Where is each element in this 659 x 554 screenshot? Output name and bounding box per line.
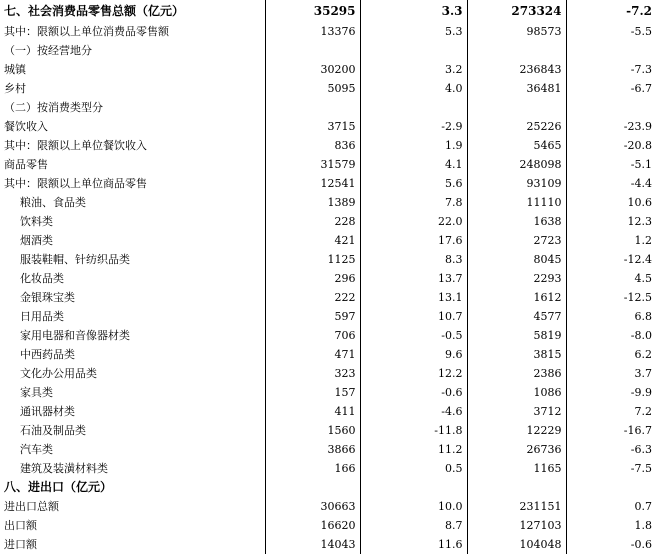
row-label: 文化办公用品类 [0,364,265,383]
cell-current-month-value: 31579 [265,155,360,174]
cell-current-month-growth: 4.1 [360,155,467,174]
row-label: 汽车类 [0,440,265,459]
cell-current-month-value: 3715 [265,117,360,136]
row-label: 家用电器和音像器材类 [0,326,265,345]
cell-current-month-growth: -11.8 [360,421,467,440]
cell-cumulative-growth: 6.8 [634,310,652,323]
cell-current-month-value: 13376 [265,22,360,41]
row-label: 饮料类 [0,212,265,231]
cell-cumulative-value: 4577 [467,307,566,326]
cell-current-month-growth [360,98,467,117]
table-row [0,117,656,136]
cell-cumulative-growth: 0.7 [634,500,652,513]
row-label: 家具类 [0,383,265,402]
cell-cumulative-growth: -6.3 [630,443,652,456]
cell-current-month-growth: 10.0 [360,497,467,516]
cell-current-month-growth: -2.9 [360,117,467,136]
row-label: 中西药品类 [0,345,265,364]
cell-current-month-value: 471 [265,345,360,364]
cell-current-month-value: 3866 [265,440,360,459]
cell-cumulative-growth [566,41,656,60]
cell-cumulative-growth: -9.9 [630,386,652,399]
cell-current-month-growth: 0.5 [360,459,467,478]
cell-current-month-growth: 3.3 [360,0,467,22]
table-row [0,212,656,231]
cell-cumulative-value: 26736 [467,440,566,459]
cell-cumulative-growth: -20.8 [623,139,652,152]
row-label: 通讯器材类 [0,402,265,421]
table-row [0,136,656,155]
table-row [0,288,656,307]
cell-current-month-value: 16620 [265,516,360,535]
table-row [0,0,656,22]
table-row [0,421,656,440]
row-label: 建筑及装潢材料类 [0,459,265,478]
table-row [0,307,656,326]
cell-current-month-growth: 3.2 [360,60,467,79]
cell-current-month-growth: -0.5 [360,326,467,345]
row-label: 城镇 [0,60,265,79]
cell-current-month-growth: 1.9 [360,136,467,155]
row-label: 八、进出口（亿元） [0,478,265,497]
cell-current-month-value: 12541 [265,174,360,193]
cell-cumulative-growth: 3.7 [634,367,652,380]
cell-current-month-growth: -4.6 [360,402,467,421]
cell-cumulative-value [467,478,566,497]
cell-cumulative-value: 36481 [467,79,566,98]
cell-cumulative-growth: -0.6 [630,538,652,551]
cell-cumulative-growth: 4.5 [634,272,652,285]
table-row [0,440,656,459]
cell-current-month-value: 157 [265,383,360,402]
cell-cumulative-value: 1086 [467,383,566,402]
cell-current-month-value [265,98,360,117]
table-row [0,459,656,478]
cell-current-month-value: 1389 [265,193,360,212]
table-row [0,497,656,516]
table-row [0,155,656,174]
table-row [0,60,656,79]
row-label: 化妆品类 [0,269,265,288]
cell-cumulative-value: 1612 [467,288,566,307]
row-label: 烟酒类 [0,231,265,250]
cell-current-month-growth [360,41,467,60]
cell-current-month-value: 597 [265,307,360,326]
row-label: 餐饮收入 [0,117,265,136]
row-label: 乡村 [0,79,265,98]
cell-current-month-growth: 13.7 [360,269,467,288]
cell-cumulative-value: 2723 [467,231,566,250]
cell-current-month-value [265,478,360,497]
cell-cumulative-value: 248098 [467,155,566,174]
row-label: 粮油、食品类 [0,193,265,212]
cell-cumulative-growth: -16.7 [623,424,652,437]
table-row [0,364,656,383]
cell-current-month-growth: 4.0 [360,79,467,98]
cell-current-month-value: 228 [265,212,360,231]
row-label: （二）按消费类型分 [0,98,265,117]
cell-cumulative-value: 2386 [467,364,566,383]
cell-cumulative-growth: 10.6 [627,196,652,209]
table-row [0,383,656,402]
cell-cumulative-growth: 1.2 [634,234,652,247]
cell-current-month-value: 30663 [265,497,360,516]
cell-cumulative-growth: -4.4 [630,177,652,190]
cell-cumulative-value: 1638 [467,212,566,231]
cell-current-month-growth: 9.6 [360,345,467,364]
cell-cumulative-growth: -5.5 [630,25,652,38]
cell-cumulative-value: 104048 [467,535,566,554]
cell-current-month-growth: 12.2 [360,364,467,383]
cell-current-month-growth: 17.6 [360,231,467,250]
cell-cumulative-growth [566,478,656,497]
cell-current-month-growth: 11.6 [360,535,467,554]
cell-cumulative-value: 11110 [467,193,566,212]
table-row [0,79,656,98]
row-label: 进出口总额 [0,497,265,516]
cell-cumulative-growth [566,98,656,117]
cell-cumulative-growth: -7.5 [630,462,652,475]
cell-current-month-value: 411 [265,402,360,421]
cell-current-month-growth: 7.8 [360,193,467,212]
cell-current-month-value: 222 [265,288,360,307]
table-row [0,250,656,269]
row-label: 七、社会消费品零售总额（亿元） [0,0,265,22]
cell-current-month-growth: 5.3 [360,22,467,41]
cell-cumulative-value: 236843 [467,60,566,79]
cell-current-month-value: 421 [265,231,360,250]
cell-cumulative-value: 12229 [467,421,566,440]
cell-cumulative-growth: -23.9 [623,120,652,133]
cell-cumulative-value: 25226 [467,117,566,136]
cell-current-month-value: 323 [265,364,360,383]
cell-cumulative-value: 5819 [467,326,566,345]
cell-current-month-value: 1125 [265,250,360,269]
cell-current-month-value: 166 [265,459,360,478]
cell-current-month-growth [360,478,467,497]
cell-current-month-value: 30200 [265,60,360,79]
cell-current-month-value: 14043 [265,535,360,554]
table-row [0,98,656,117]
cell-current-month-growth: 5.6 [360,174,467,193]
table-row [0,478,656,497]
cell-cumulative-growth: -5.1 [630,158,652,171]
cell-current-month-value: 1560 [265,421,360,440]
cell-cumulative-growth: 12.3 [627,215,652,228]
cell-current-month-growth: 8.7 [360,516,467,535]
table-row [0,231,656,250]
table-row [0,516,656,535]
row-label: 进口额 [0,535,265,554]
row-label: 其中：限额以上单位商品零售 [0,174,265,193]
table-row [0,174,656,193]
cell-cumulative-value: 273324 [467,0,566,22]
cell-cumulative-growth: -7.3 [630,63,652,76]
table-row [0,269,656,288]
cell-cumulative-value [467,98,566,117]
cell-cumulative-growth: -6.7 [630,82,652,95]
cell-cumulative-value: 93109 [467,174,566,193]
cell-current-month-value: 706 [265,326,360,345]
cell-cumulative-value: 1165 [467,459,566,478]
table-row [0,345,656,364]
cell-cumulative-value: 98573 [467,22,566,41]
cell-current-month-growth: -0.6 [360,383,467,402]
cell-cumulative-value: 127103 [467,516,566,535]
cell-cumulative-value [467,41,566,60]
cell-cumulative-growth: 6.2 [634,348,652,361]
cell-current-month-growth: 22.0 [360,212,467,231]
row-label: 服装鞋帽、针纺织品类 [0,250,265,269]
cell-cumulative-value: 231151 [467,497,566,516]
cell-current-month-value [265,41,360,60]
cell-cumulative-value: 8045 [467,250,566,269]
cell-current-month-growth: 10.7 [360,307,467,326]
cell-cumulative-value: 5465 [467,136,566,155]
cell-cumulative-growth: -7.2 [626,4,652,18]
row-label: 出口额 [0,516,265,535]
cell-cumulative-growth: 1.8 [634,519,652,532]
cell-cumulative-value: 3815 [467,345,566,364]
cell-current-month-growth: 13.1 [360,288,467,307]
cell-cumulative-growth: -12.5 [623,291,652,304]
cell-current-month-value: 5095 [265,79,360,98]
row-label: （一）按经营地分 [0,41,265,60]
row-label: 石油及制品类 [0,421,265,440]
table-row [0,193,656,212]
cell-cumulative-growth: -12.4 [623,253,652,266]
cell-cumulative-value: 2293 [467,269,566,288]
table-row [0,22,656,41]
row-label: 金银珠宝类 [0,288,265,307]
row-label: 商品零售 [0,155,265,174]
cell-current-month-growth: 8.3 [360,250,467,269]
table-row [0,41,656,60]
cell-current-month-value: 296 [265,269,360,288]
cell-current-month-value: 836 [265,136,360,155]
row-label: 其中：限额以上单位消费品零售额 [0,22,265,41]
cell-cumulative-growth: -8.0 [630,329,652,342]
table-row [0,535,656,554]
cell-current-month-growth: 11.2 [360,440,467,459]
row-label: 其中：限额以上单位餐饮收入 [0,136,265,155]
cell-cumulative-growth: 7.2 [634,405,652,418]
cell-cumulative-value: 3712 [467,402,566,421]
table-row [0,402,656,421]
cell-current-month-value: 35295 [265,0,360,22]
table-row [0,326,656,345]
row-label: 日用品类 [0,307,265,326]
